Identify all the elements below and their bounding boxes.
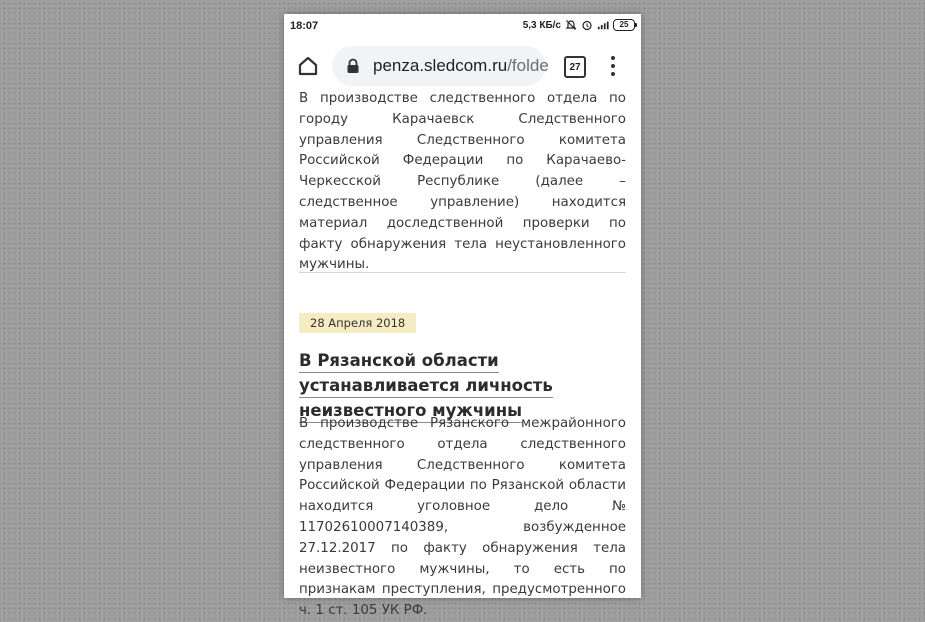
battery-icon: 25	[613, 19, 635, 31]
status-time: 18:07	[290, 20, 319, 32]
mute-bell-icon	[565, 19, 577, 31]
url-path: /folde	[507, 56, 549, 75]
status-bar	[284, 14, 641, 38]
url-text	[373, 56, 549, 76]
tab-switcher-icon[interactable]	[564, 56, 586, 78]
page-content	[299, 91, 626, 619]
home-icon[interactable]	[296, 54, 320, 78]
address-bar[interactable]	[332, 46, 549, 86]
status-icons	[523, 19, 635, 31]
alarm-icon	[581, 19, 593, 31]
tab-count: 27	[569, 61, 581, 73]
phone-screen	[284, 14, 641, 619]
date-badge: 28 Апреля 2018	[299, 313, 416, 333]
overflow-menu-icon[interactable]	[606, 56, 620, 78]
network-speed: 5,3 КБ/с	[522, 19, 561, 31]
article-title-link[interactable]	[299, 348, 626, 423]
signal-icon	[597, 19, 609, 31]
article-snippet: В производстве Рязанского межрайонного следственного отдела следственного управления Следственного комитета Российской Федерации по Рязанской области находится уголовное дело № 11702610007140389, возбужденное 27.12.2017 по факту обнаружения тела неизвестного мужчины, то есть по признакам преступления, предусмотренного ч. 1 ст. 105 УК РФ.	[299, 416, 626, 619]
browser-toolbar	[284, 38, 641, 94]
divider	[299, 272, 626, 273]
article-snippet: В производстве следственного отдела по городу Карачаевск Следственного управления Следственного комитета Российской Федерации по Карачаево-Черкесской Республике (далее – следственное управление) находится материал доследственной проверки по факту обнаружения тела неустановленного мужчины.	[299, 91, 626, 273]
url-host: penza.sledcom.ru	[373, 56, 508, 75]
article-title[interactable]: В Рязанской области устанавливается личность неизвестного мужчины	[299, 351, 553, 423]
lock-icon	[346, 58, 360, 74]
